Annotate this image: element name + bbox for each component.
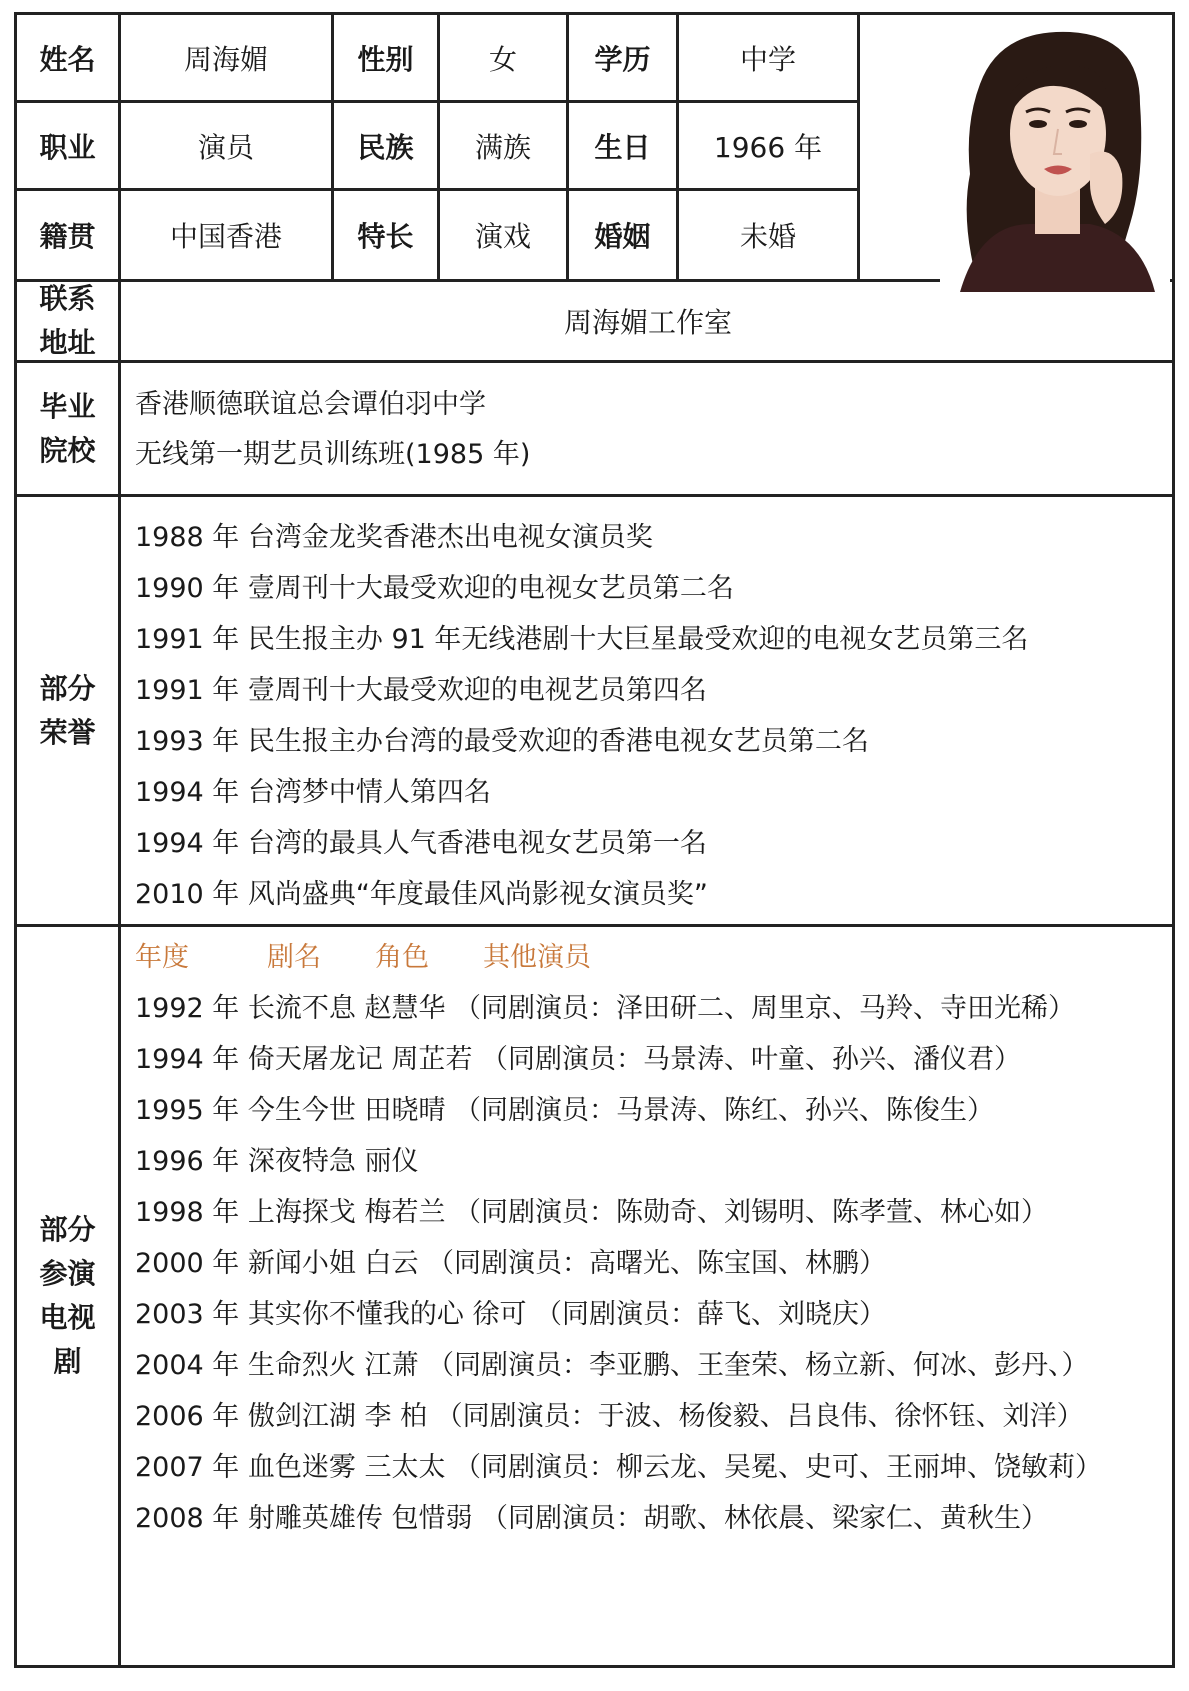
dramas-label-line2: 参演 <box>39 1257 96 1290</box>
contact-label-line2: 地址 <box>39 326 96 359</box>
dramas-list <box>135 932 1102 1544</box>
list-item: 1998 年 上海探戈 梅若兰 （同剧演员：陈勋奇、刘锡明、陈孝萱、林心如） <box>135 1197 1049 1228</box>
header-title: 剧名 <box>267 942 321 973</box>
marriage-value: 未婚 <box>739 220 796 253</box>
school-label <box>17 363 118 494</box>
header-role: 角色 <box>375 942 429 973</box>
list-item: 2003 年 其实你不懂我的心 徐可 （同剧演员：薛飞、刘晓庆） <box>135 1299 887 1330</box>
row-divider <box>14 360 1175 363</box>
contact-label <box>17 282 118 360</box>
honors-label-line1: 部分 <box>39 671 96 705</box>
occupation-label: 职业 <box>39 130 96 164</box>
list-item: 香港顺德联谊总会谭伯羽中学 <box>135 389 486 420</box>
specialty-label: 特长 <box>357 220 414 253</box>
list-item: 1991 年 民生报主办 91 年无线港剧十大巨星最受欢迎的电视女艺员第三名 <box>135 624 1029 655</box>
list-item: 1996 年 深夜特急 丽仪 <box>135 1146 419 1177</box>
marriage-label: 婚姻 <box>594 220 651 253</box>
list-item: 1988 年 台湾金龙奖香港杰出电视女演员奖 <box>135 522 653 553</box>
column-divider <box>857 12 860 280</box>
gender-value: 女 <box>488 42 517 76</box>
list-item: 2010 年 风尚盛典“年度最佳风尚影视女演员奖” <box>135 879 708 910</box>
list-item: 2000 年 新闻小姐 白云 （同剧演员：高曙光、陈宝国、林鹏） <box>135 1248 887 1279</box>
list-item: 1993 年 民生报主办台湾的最受欢迎的香港电视女艺员第二名 <box>135 726 869 757</box>
gender-label: 性别 <box>357 42 414 76</box>
list-item: 1994 年 台湾梦中情人第四名 <box>135 777 491 808</box>
honors-label-line2: 荣誉 <box>39 715 96 749</box>
list-item: 无线第一期艺员训练班(1985 年) <box>135 439 531 470</box>
birthday-value: 1966 年 <box>713 130 823 164</box>
dramas-label-line4: 剧 <box>53 1345 82 1378</box>
header-year: 年度 <box>135 942 189 973</box>
dramas-label-line1: 部分 <box>39 1213 96 1246</box>
school-label-line2: 院校 <box>39 433 96 467</box>
name-label: 姓名 <box>39 42 96 76</box>
list-item: 1992 年 长流不息 赵慧华 （同剧演员：泽田研二、周里京、马羚、寺田光稀） <box>135 993 1076 1024</box>
occupation-value: 演员 <box>197 130 254 164</box>
honors-list <box>135 512 1028 920</box>
list-item: 1994 年 台湾的最具人气香港电视女艺员第一名 <box>135 828 707 859</box>
origin-value: 中国香港 <box>169 220 282 253</box>
list-item: 1994 年 倚天屠龙记 周芷若 （同剧演员：马景涛、叶童、孙兴、潘仪君） <box>135 1044 1022 1075</box>
portrait-icon <box>940 24 1170 292</box>
row-divider <box>14 494 1175 497</box>
dramas-header-row <box>135 932 1102 983</box>
header-costars: 其他演员 <box>483 942 591 973</box>
list-item: 1990 年 壹周刊十大最受欢迎的电视女艺员第二名 <box>135 573 734 604</box>
list-item: 1995 年 今生今世 田晓晴 （同剧演员：马景涛、陈红、孙兴、陈俊生） <box>135 1095 995 1126</box>
list-item: 2004 年 生命烈火 江萧 （同剧演员：李亚鹏、王奎荣、杨立新、何冰、彭丹、） <box>135 1350 1089 1381</box>
list-item: 1991 年 壹周刊十大最受欢迎的电视艺员第四名 <box>135 675 707 706</box>
list-item: 2007 年 血色迷雾 三太太 （同剧演员：柳云龙、吴冕、史可、王丽坤、饶敏莉） <box>135 1452 1103 1483</box>
list-item: 2006 年 傲剑江湖 李 柏 （同剧演员：于波、杨俊毅、吕良伟、徐怀钰、刘洋） <box>135 1401 1084 1432</box>
education-label: 学历 <box>594 42 651 76</box>
dramas-label <box>17 927 118 1665</box>
education-value: 中学 <box>739 42 796 76</box>
portrait-photo <box>940 24 1170 292</box>
school-label-line1: 毕业 <box>39 389 96 423</box>
list-item: 2008 年 射雕英雄传 包惜弱 （同剧演员：胡歌、林依晨、梁家仁、黄秋生） <box>135 1503 1049 1534</box>
specialty-value: 演戏 <box>474 220 531 253</box>
contact-label-line1: 联系 <box>39 282 96 315</box>
birthday-label: 生日 <box>594 130 651 164</box>
ethnicity-value: 满族 <box>474 130 531 164</box>
contact-value: 周海媚工作室 <box>563 306 732 339</box>
row-divider <box>14 924 1175 927</box>
honors-label <box>17 497 118 924</box>
origin-label: 籍贯 <box>39 220 96 253</box>
dramas-label-line3: 电视 <box>39 1301 96 1334</box>
name-value: 周海媚 <box>183 42 268 76</box>
school-list <box>135 380 530 480</box>
ethnicity-label: 民族 <box>357 130 414 164</box>
